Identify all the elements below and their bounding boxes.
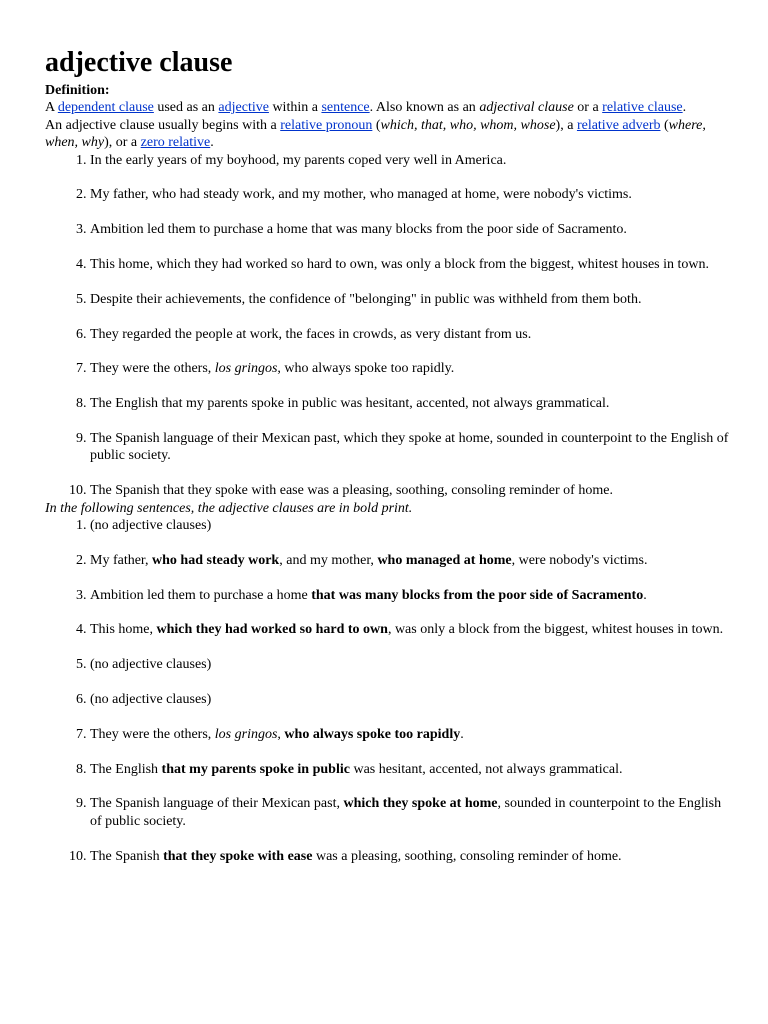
page-title: adjective clause: [45, 47, 233, 78]
list-item: 9. The Spanish language of their Mexican past, which they spoke at home, sounded in counterpoint to the English of public society.: [90, 795, 735, 830]
adverb-examples: where, when, why: [45, 117, 706, 151]
list-item: 4. This home, which they had worked so hard to own, was only a block from the biggest, whitest houses in town.: [90, 256, 735, 273]
list-item: 8. The English that my parents spoke in public was hesitant, accented, not always grammatical.: [90, 395, 735, 412]
list-item: 5. Despite their achievements, the confidence of "belonging" in public was withheld from them both.: [90, 291, 735, 308]
document-page: [45, 44, 735, 865]
list-item: 3. Ambition led them to purchase a home that was many blocks from the poor side of Sacramento.: [90, 221, 735, 238]
list-item: 1. (no adjective clauses): [90, 517, 735, 534]
list-item: 5. (no adjective clauses): [90, 656, 735, 673]
link-dependent-clause[interactable]: dependent clause: [57, 100, 154, 116]
list-item: 6. (no adjective clauses): [90, 691, 735, 708]
link-relative-adverb[interactable]: relative adverb: [576, 117, 661, 133]
example-sentences-list: [45, 152, 735, 500]
link-adjective[interactable]: adjective: [218, 100, 269, 116]
link-relative-pronoun[interactable]: relative pronoun: [280, 117, 373, 133]
definition-paragraph: A dependent clause used as an adjective within a sentence. Also known as an adjectival clause or a relative clause.: [45, 100, 687, 116]
list-item: 6. They regarded the people at work, the faces in crowds, as very distant from us.: [90, 326, 735, 343]
definition-label: Definition:: [45, 83, 110, 98]
list-item: 10. The Spanish that they spoke with ease was a pleasing, soothing, consoling reminder of home.: [90, 848, 735, 865]
list-item: 2. My father, who had steady work, and my mother, who managed at home, were nobody's victims.: [90, 186, 735, 203]
list-item: 4. This home, which they had worked so hard to own, was only a block from the biggest, whitest houses in town.: [90, 621, 735, 638]
list-item: 8. The English that my parents spoke in public was hesitant, accented, not always grammatical.: [90, 761, 735, 778]
term-adjectival-clause: adjectival clause: [479, 100, 574, 116]
list-item: 1. In the early years of my boyhood, my parents coped very well in America.: [90, 152, 735, 169]
answers-note: In the following sentences, the adjective clauses are in bold print.: [45, 500, 413, 516]
list-item: 10. The Spanish that they spoke with ease was a pleasing, soothing, consoling reminder of home.: [90, 482, 735, 499]
list-item: 7. They were the others, los gringos, who always spoke too rapidly.: [90, 360, 735, 377]
usage-paragraph: An adjective clause usually begins with a relative pronoun (which, that, who, whom, whose), a relative adverb (where, when, why), or a zero relative.: [45, 117, 706, 151]
link-zero-relative[interactable]: zero relative: [140, 135, 211, 151]
link-relative-clause[interactable]: relative clause: [602, 100, 683, 116]
list-item: 2. My father, who had steady work, and my mother, who managed at home, were nobody's victims.: [90, 552, 735, 569]
answers-list: [45, 517, 735, 865]
list-item: 9. The Spanish language of their Mexican past, which they spoke at home, sounded in counterpoint to the English of public society.: [90, 430, 735, 465]
list-item: 3. Ambition led them to purchase a home that was many blocks from the poor side of Sacramento.: [90, 587, 735, 604]
pronoun-examples: which, that, who, whom, whose: [380, 117, 556, 133]
link-sentence[interactable]: sentence: [321, 100, 370, 116]
list-item: 7. They were the others, los gringos, who always spoke too rapidly.: [90, 726, 735, 743]
